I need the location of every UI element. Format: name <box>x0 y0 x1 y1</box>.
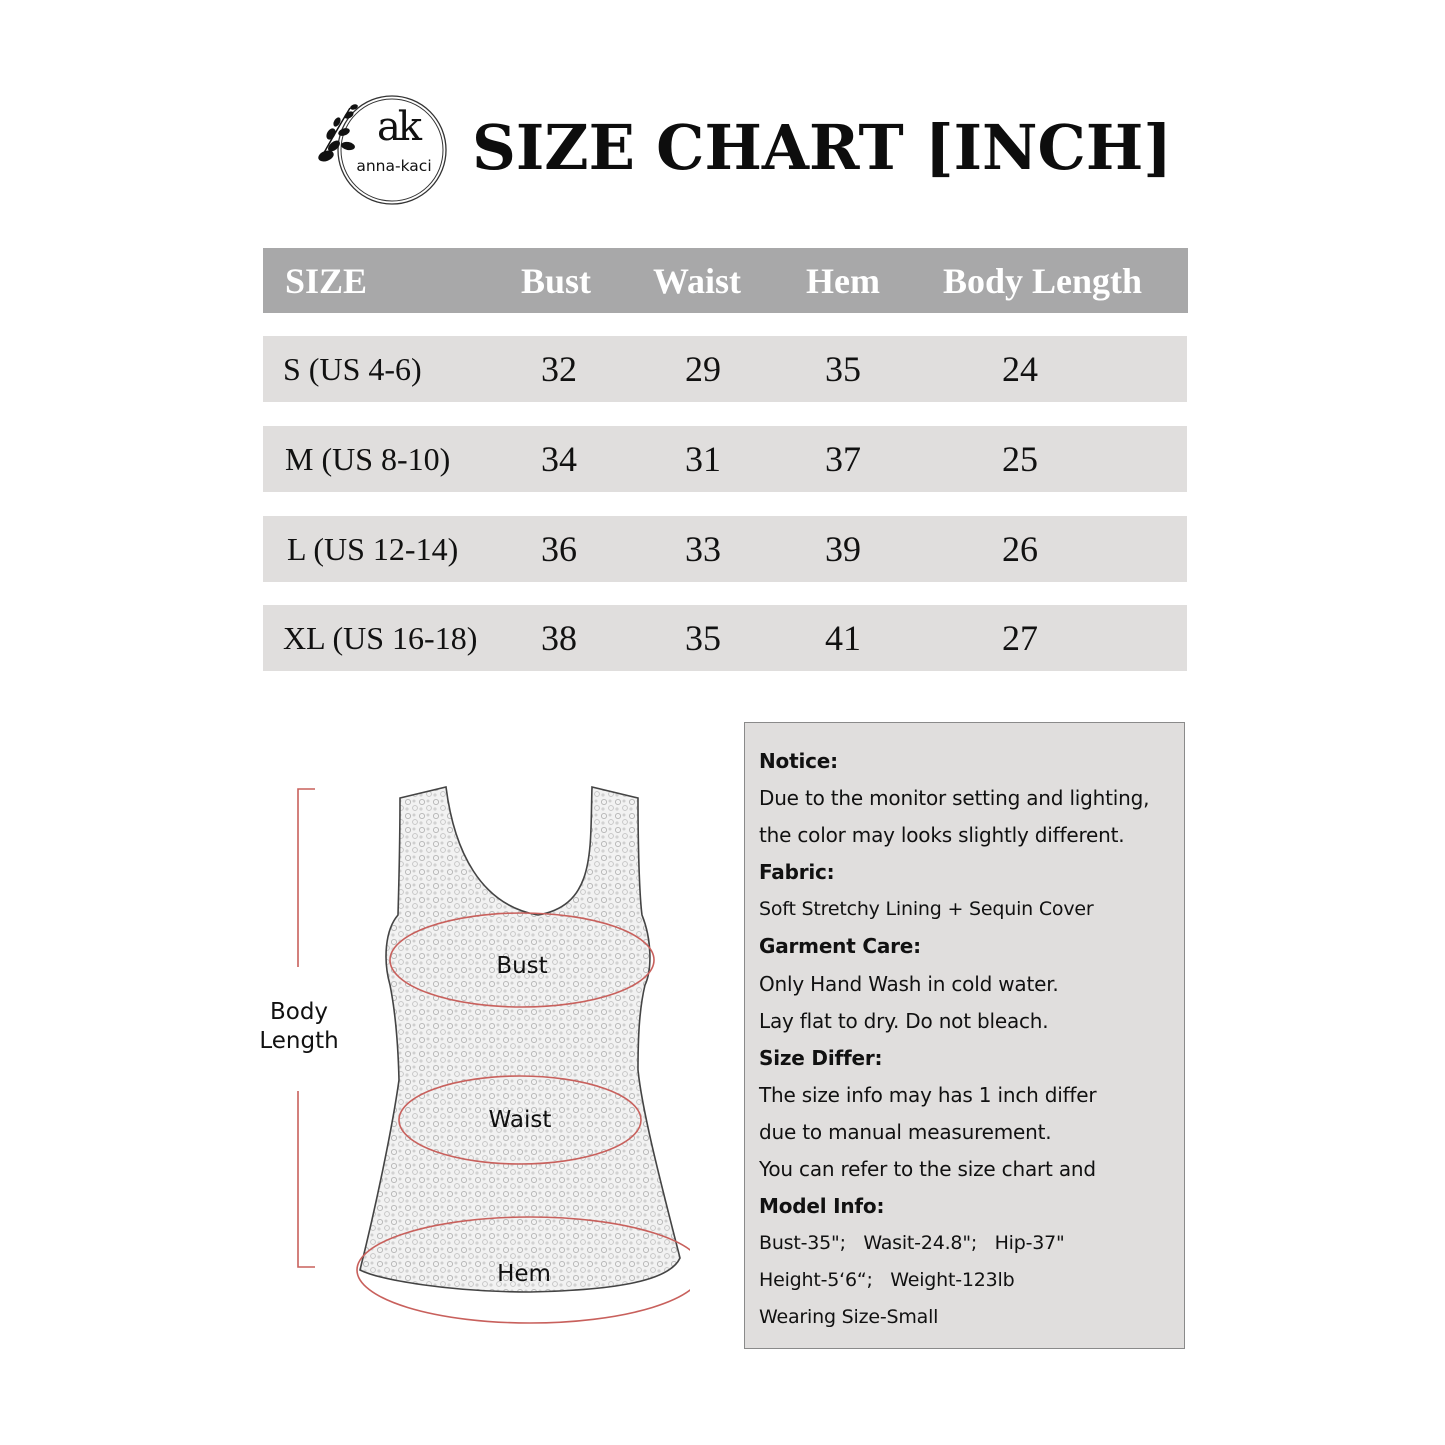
bust-cell: 36 <box>541 529 577 569</box>
size-differ-text: due to manual measurement. <box>759 1119 1052 1144</box>
body-length-label <box>250 998 348 1056</box>
bust-cell: 32 <box>541 349 577 389</box>
header-body-length: Body Length <box>943 260 1143 301</box>
bust-label: Bust <box>496 953 548 979</box>
hem-label: Hem <box>497 1261 551 1287</box>
size-differ-text: You can refer to the size chart and <box>759 1157 1096 1182</box>
hem-cell: 37 <box>825 439 861 479</box>
model-wearing-size: Wearing Size-Small <box>759 1306 939 1329</box>
size-cell: M (US 8-10) <box>285 440 451 477</box>
table-row <box>263 516 1187 582</box>
bust-cell: 34 <box>541 439 577 479</box>
waist-cell: 31 <box>685 439 721 479</box>
fabric-heading: Fabric: <box>759 860 835 885</box>
body-length-label-line2: Length <box>259 1028 339 1054</box>
header-size: SIZE <box>285 260 368 301</box>
header-bust: Bust <box>521 260 592 301</box>
notice-text: the color may looks slightly different. <box>759 823 1125 848</box>
size-table-header <box>263 248 1188 313</box>
model-measurements: Bust-35"; Wasit-24.8"; Hip-37" <box>759 1232 1065 1255</box>
brand-monogram: ak <box>376 104 420 150</box>
body-length-cell: 27 <box>1002 618 1038 658</box>
bust-cell: 38 <box>541 618 577 658</box>
header-hem: Hem <box>806 260 880 301</box>
body-length-label-line1: Body <box>269 999 329 1025</box>
page-title: SIZE CHART [INCH] <box>472 111 1173 184</box>
body-length-cell: 24 <box>1002 349 1038 389</box>
model-info-heading: Model Info: <box>759 1194 885 1219</box>
table-row <box>263 336 1187 402</box>
brand-logo <box>312 88 448 212</box>
garment-care-text: Lay flat to dry. Do not bleach. <box>759 1008 1049 1033</box>
tank-top-shape <box>360 787 680 1292</box>
fabric-text: Soft Stretchy Lining + Sequin Cover <box>759 898 1094 921</box>
garment-care-text: Only Hand Wash in cold water. <box>759 971 1059 996</box>
hem-cell: 41 <box>825 618 861 658</box>
size-cell: L (US 12-14) <box>287 530 459 567</box>
size-cell: XL (US 16-18) <box>283 619 478 656</box>
hem-cell: 35 <box>825 349 861 389</box>
size-differ-heading: Size Differ: <box>759 1045 883 1070</box>
product-notice-box <box>744 722 1185 1349</box>
waist-label: Waist <box>488 1107 552 1133</box>
body-length-cell: 25 <box>1002 439 1038 479</box>
notice-heading: Notice: <box>759 749 838 773</box>
brand-name: anna-kaci <box>356 157 432 175</box>
waist-cell: 35 <box>685 618 721 658</box>
garment-diagram <box>250 770 690 1330</box>
size-differ-text: The size info may has 1 inch differ <box>759 1082 1097 1107</box>
model-height-weight: Height-5‘6“; Weight-123lb <box>759 1269 1015 1292</box>
header-waist: Waist <box>653 260 742 301</box>
table-row <box>263 426 1187 492</box>
hem-cell: 39 <box>825 529 861 569</box>
waist-cell: 29 <box>685 349 721 389</box>
size-cell: S (US 4-6) <box>283 350 422 387</box>
waist-cell: 33 <box>685 529 721 569</box>
body-length-cell: 26 <box>1002 529 1038 569</box>
garment-care-heading: Garment Care: <box>759 934 921 959</box>
notice-text: Due to the monitor setting and lighting, <box>759 786 1150 811</box>
table-row <box>263 605 1187 671</box>
